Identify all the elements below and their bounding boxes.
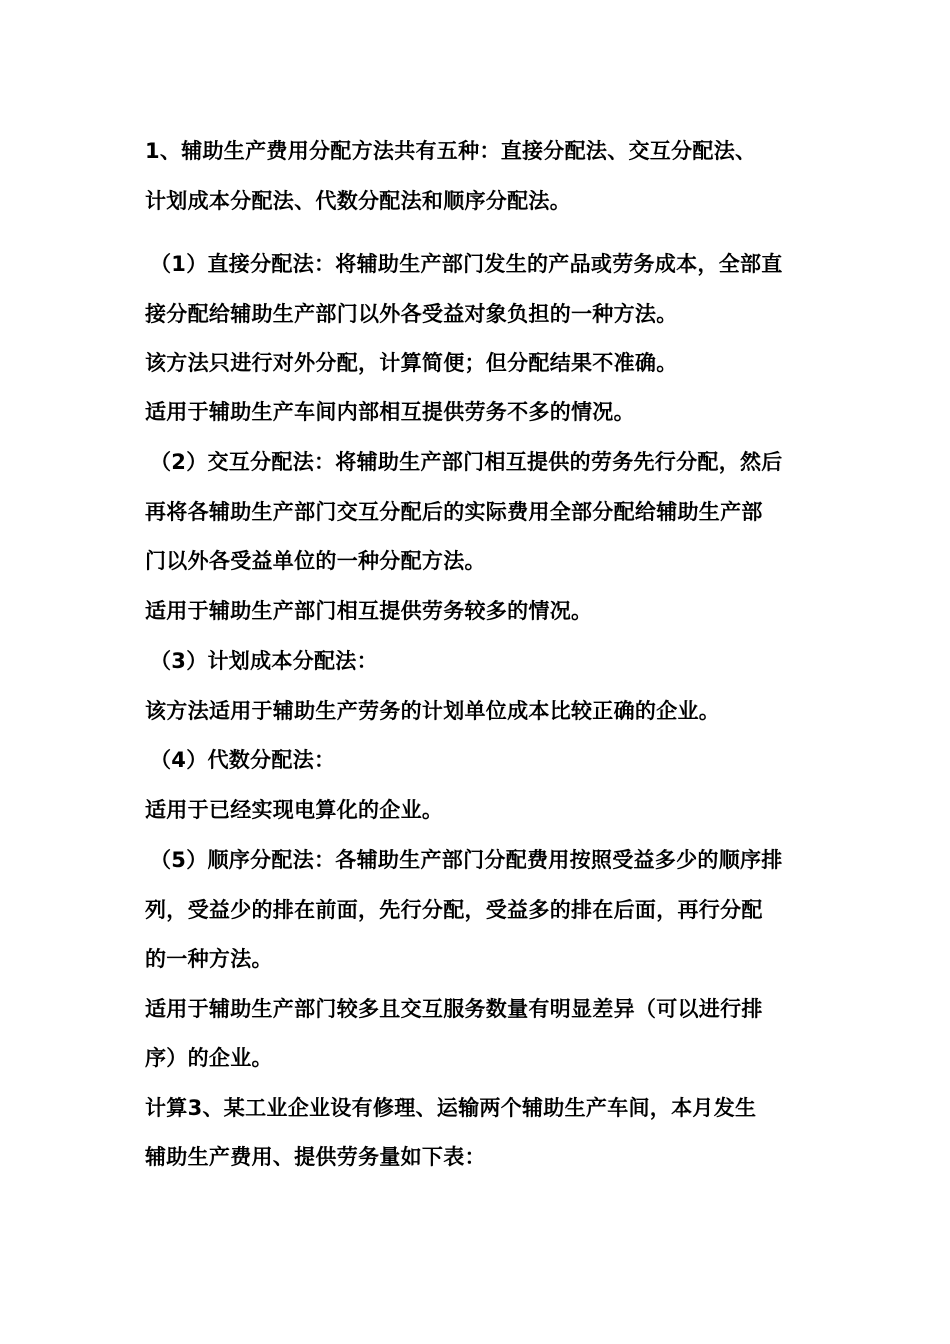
paragraph-line: 序）的企业。	[145, 1046, 273, 1070]
paragraph-line: （1）直接分配法：将辅助生产部门发生的产品或劳务成本，全部直	[150, 252, 783, 276]
paragraph-line: （5）顺序分配法：各辅助生产部门分配费用按照受益多少的顺序排	[150, 848, 783, 872]
paragraph-line: 该方法适用于辅助生产劳务的计划单位成本比较正确的企业。	[145, 699, 721, 723]
paragraph-line: 适用于辅助生产部门较多且交互服务数量有明显差异（可以进行排	[145, 997, 763, 1021]
paragraph-line: 1、辅助生产费用分配方法共有五种：直接分配法、交互分配法、	[145, 139, 757, 163]
paragraph-line: 适用于辅助生产车间内部相互提供劳务不多的情况。	[145, 400, 635, 424]
paragraph-line: 辅助生产费用、提供劳务量如下表：	[145, 1145, 486, 1169]
paragraph-line: 再将各辅助生产部门交互分配后的实际费用全部分配给辅助生产部	[145, 500, 763, 524]
paragraph-line: （2）交互分配法：将辅助生产部门相互提供的劳务先行分配，然后	[150, 450, 783, 474]
paragraph-line: 的一种方法。	[145, 947, 273, 971]
paragraph-line: 计划成本分配法、代数分配法和顺序分配法。	[145, 189, 571, 213]
paragraph-line: 计算3、某工业企业设有修理、运输两个辅助生产车间，本月发生	[145, 1096, 757, 1120]
paragraph-line: 适用于辅助生产部门相互提供劳务较多的情况。	[145, 599, 593, 623]
paragraph-line: 列，受益少的排在前面，先行分配，受益多的排在后面，再行分配	[145, 898, 763, 922]
paragraph-line: 适用于已经实现电算化的企业。	[145, 798, 444, 822]
paragraph-line: 该方法只进行对外分配，计算简便；但分配结果不准确。	[145, 351, 678, 375]
paragraph-line: （4）代数分配法：	[150, 748, 336, 772]
paragraph-line: 接分配给辅助生产部门以外各受益对象负担的一种方法。	[145, 302, 678, 326]
paragraph-line: （3）计划成本分配法：	[150, 649, 378, 673]
paragraph-line: 门以外各受益单位的一种分配方法。	[145, 549, 486, 573]
